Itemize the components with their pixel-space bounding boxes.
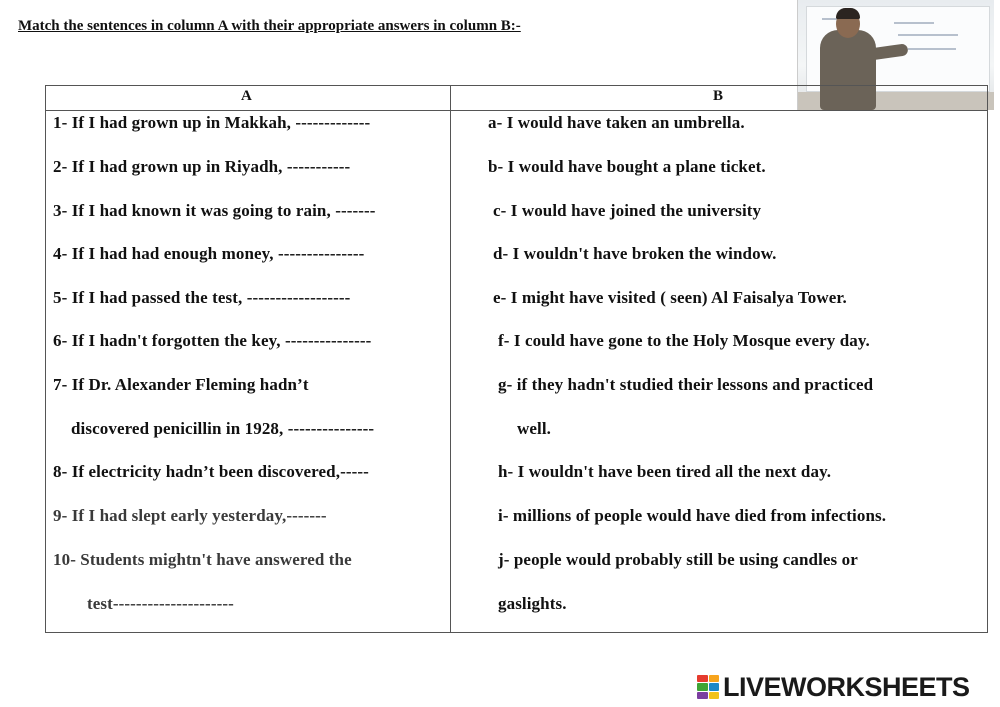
sentence-a-9: 9- If I had slept early yesterday,-------	[53, 506, 327, 525]
instruction-heading: Match the sentences in column A with their appropriate answers in column B:-	[18, 18, 521, 34]
logo-block	[709, 692, 720, 699]
sentence-a-10-continued: test---------------------	[87, 594, 234, 613]
answer-b-c: c- I would have joined the university	[493, 201, 762, 220]
header-divider	[46, 110, 987, 111]
board-writing	[894, 22, 934, 24]
answer-b-f: f- I could have gone to the Holy Mosque every day.	[498, 331, 870, 350]
sentence-a-5: 5- If I had passed the test, ------------------	[53, 288, 351, 307]
logo-block	[697, 683, 708, 690]
teacher-hair	[836, 8, 860, 19]
sentence-a-7-continued: discovered penicillin in 1928, ---------------	[71, 419, 375, 438]
sentence-a-2: 2- If I had grown up in Riyadh, -----------	[53, 157, 351, 176]
answer-b-j-continued: gaslights.	[498, 594, 567, 613]
answer-b-j: j- people would probably still be using candles or	[498, 550, 858, 569]
answer-b-d: d- I wouldn't have broken the window.	[493, 244, 777, 263]
logo-block	[709, 675, 720, 682]
answer-b-g-continued: well.	[517, 419, 552, 438]
liveworksheets-logo	[697, 672, 970, 702]
matching-table	[45, 85, 988, 633]
column-b-header: B	[713, 88, 724, 104]
sentence-a-6: 6- If I hadn't forgotten the key, ---------------	[53, 331, 372, 350]
board-writing	[898, 34, 958, 36]
sentence-a-4: 4- If I had had enough money, ---------------	[53, 244, 365, 263]
sentence-a-10: 10- Students mightn't have answered the	[53, 550, 352, 569]
sentence-a-8: 8- If electricity hadn’t been discovered,-----	[53, 462, 369, 481]
column-divider	[450, 86, 451, 632]
answer-b-a: a- I would have taken an umbrella.	[488, 113, 745, 132]
logo-block	[709, 683, 720, 690]
sentence-a-1: 1- If I had grown up in Makkah, -------------	[53, 113, 371, 132]
logo-block	[697, 692, 708, 699]
answer-b-h: h- I wouldn't have been tired all the next day.	[498, 462, 832, 481]
answer-b-g: g- if they hadn't studied their lessons and practiced	[498, 375, 874, 394]
liveworksheets-logo-icon	[697, 675, 719, 699]
column-a-header: A	[241, 88, 252, 104]
answer-b-b: b- I would have bought a plane ticket.	[488, 157, 766, 176]
answer-b-i: i- millions of people would have died from infections.	[498, 506, 887, 525]
sentence-a-7: 7- If Dr. Alexander Fleming hadn’t	[53, 375, 309, 394]
answer-b-e: e- I might have visited ( seen) Al Faisalya Tower.	[493, 288, 847, 307]
board-writing	[908, 48, 956, 50]
sentence-a-3: 3- If I had known it was going to rain, -------	[53, 201, 376, 220]
liveworksheets-logo-text: LIVEWORKSHEETS	[723, 671, 970, 702]
logo-block	[697, 675, 708, 682]
